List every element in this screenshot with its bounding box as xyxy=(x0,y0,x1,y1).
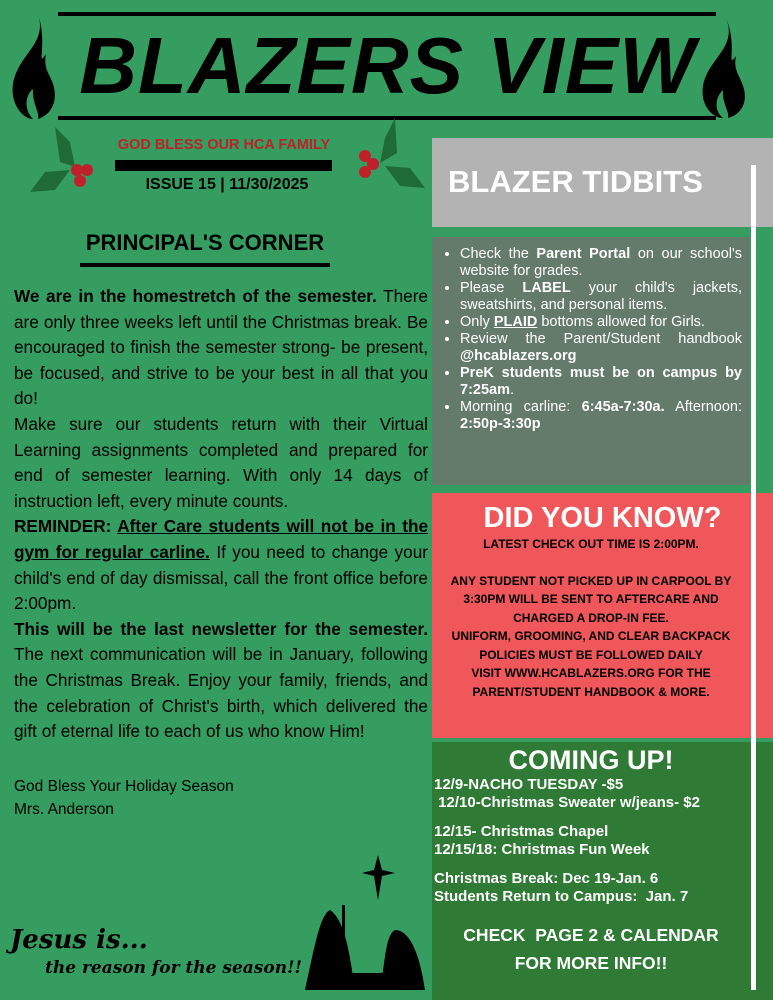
spacer xyxy=(432,554,750,572)
reminder-text: After Care students will not be in the gym for regular carline. xyxy=(14,516,429,562)
fact: LATEST CHECK OUT TIME IS 2:00PM. xyxy=(483,537,699,551)
list-item: • PreK students must be on campus by 7:25am. xyxy=(460,365,742,399)
list-item: • Only PLAID bottoms allowed for Girls. xyxy=(460,314,742,331)
signoff: God Bless Your Holiday Season xyxy=(14,777,234,795)
reason-script: the reason for the season!! xyxy=(45,958,302,978)
title-top-rule xyxy=(58,12,716,16)
principal-article xyxy=(14,284,428,821)
paragraph: If you need to change your child's end of day dismissal, call the front office before 2:00pm. xyxy=(14,541,428,614)
reminder-label: REMINDER: xyxy=(14,516,118,537)
fact: ANY STUDENT NOT PICKED UP IN CARPOOL BY 3:30PM WILL BE SENT TO AFTERCARE AND CHARGED A DROP-IN FEE. xyxy=(450,573,732,625)
holly-icon xyxy=(355,118,430,193)
did-you-know-heading: DID YOU KNOW? xyxy=(483,502,722,534)
divider xyxy=(115,160,332,171)
lead: This will be the last newsletter for the semester. xyxy=(14,618,428,639)
event: 12/15/18: Christmas Fun Week xyxy=(434,840,650,858)
vertical-rule xyxy=(751,165,756,990)
coming-up-heading: COMING UP! xyxy=(508,745,674,775)
fact: UNIFORM, GROOMING, AND CLEAR BACKPACK POLICIES MUST BE FOLLOWED DAILY xyxy=(451,629,731,662)
tidbits-header xyxy=(432,138,773,227)
did-you-know-box xyxy=(432,493,773,738)
event: 12/10-Christmas Sweater w/jeans- $2 xyxy=(434,793,700,811)
tidbits-heading: BLAZER TIDBITS xyxy=(448,164,703,199)
holly-icon xyxy=(25,122,100,197)
newsletter-title: BLAZERS VIEW xyxy=(79,21,696,110)
divider xyxy=(80,263,330,267)
principal-heading: PRINCIPAL'S CORNER xyxy=(85,230,325,255)
coming-up-box xyxy=(432,742,773,1000)
tidbits-list xyxy=(432,237,750,485)
fact: VISIT WWW.HCABLAZERS.ORG FOR THE PARENT/STUDENT HANDBOOK & MORE. xyxy=(471,666,711,699)
signature xyxy=(14,775,428,821)
list-item: • Morning carline: 6:45a-7:30a. Afternoon: 2:50p-3:30p xyxy=(460,399,742,433)
signer: Mrs. Anderson xyxy=(14,800,114,818)
list-item: • Check the Parent Portal on our school's website for grades. xyxy=(460,246,742,280)
event: 12/15- Christmas Chapel xyxy=(434,823,609,840)
nativity-icon xyxy=(300,855,430,995)
list-item: • Review the Parent/Student handbook @hcablazers.org xyxy=(460,331,742,365)
paragraph: The next communication will be in January, following the Christmas Break. Enjoy your family, friends, and the celebration of Christ's birth, which delivered the gift of eternal life to each of us who know Him! xyxy=(14,644,428,742)
jesus-script: Jesus is... xyxy=(10,925,148,955)
blessing-text: GOD BLESS OUR HCA FAMILY xyxy=(117,137,331,153)
flame-icon xyxy=(8,14,58,119)
check-calendar-note: CHECK PAGE 2 & CALENDAR FOR MORE INFO!! xyxy=(463,925,719,973)
issue-date: ISSUE 15 | 11/30/2025 xyxy=(145,176,309,193)
event: 12/9-NACHO TUESDAY -$5 xyxy=(434,776,624,793)
paragraph: There are only three weeks left until the Christmas break. Be encouraged to finish the semester strong- be present, be focused, and strive to be your best in all that you do! xyxy=(14,286,428,409)
paragraph: Make sure our students return with their Virtual Learning assignments completed and prepared for end of semester learning. With only 14 days of instruction left, every minute counts. xyxy=(14,413,428,511)
event: Students Return to Campus: Jan. 7 xyxy=(434,887,689,905)
event: Christmas Break: Dec 19-Jan. 6 xyxy=(434,870,659,887)
lead: We are in the homestretch of the semester. xyxy=(14,286,377,306)
list-item: • Please LABEL your child's jackets, sweatshirts, and personal items. xyxy=(460,280,742,314)
